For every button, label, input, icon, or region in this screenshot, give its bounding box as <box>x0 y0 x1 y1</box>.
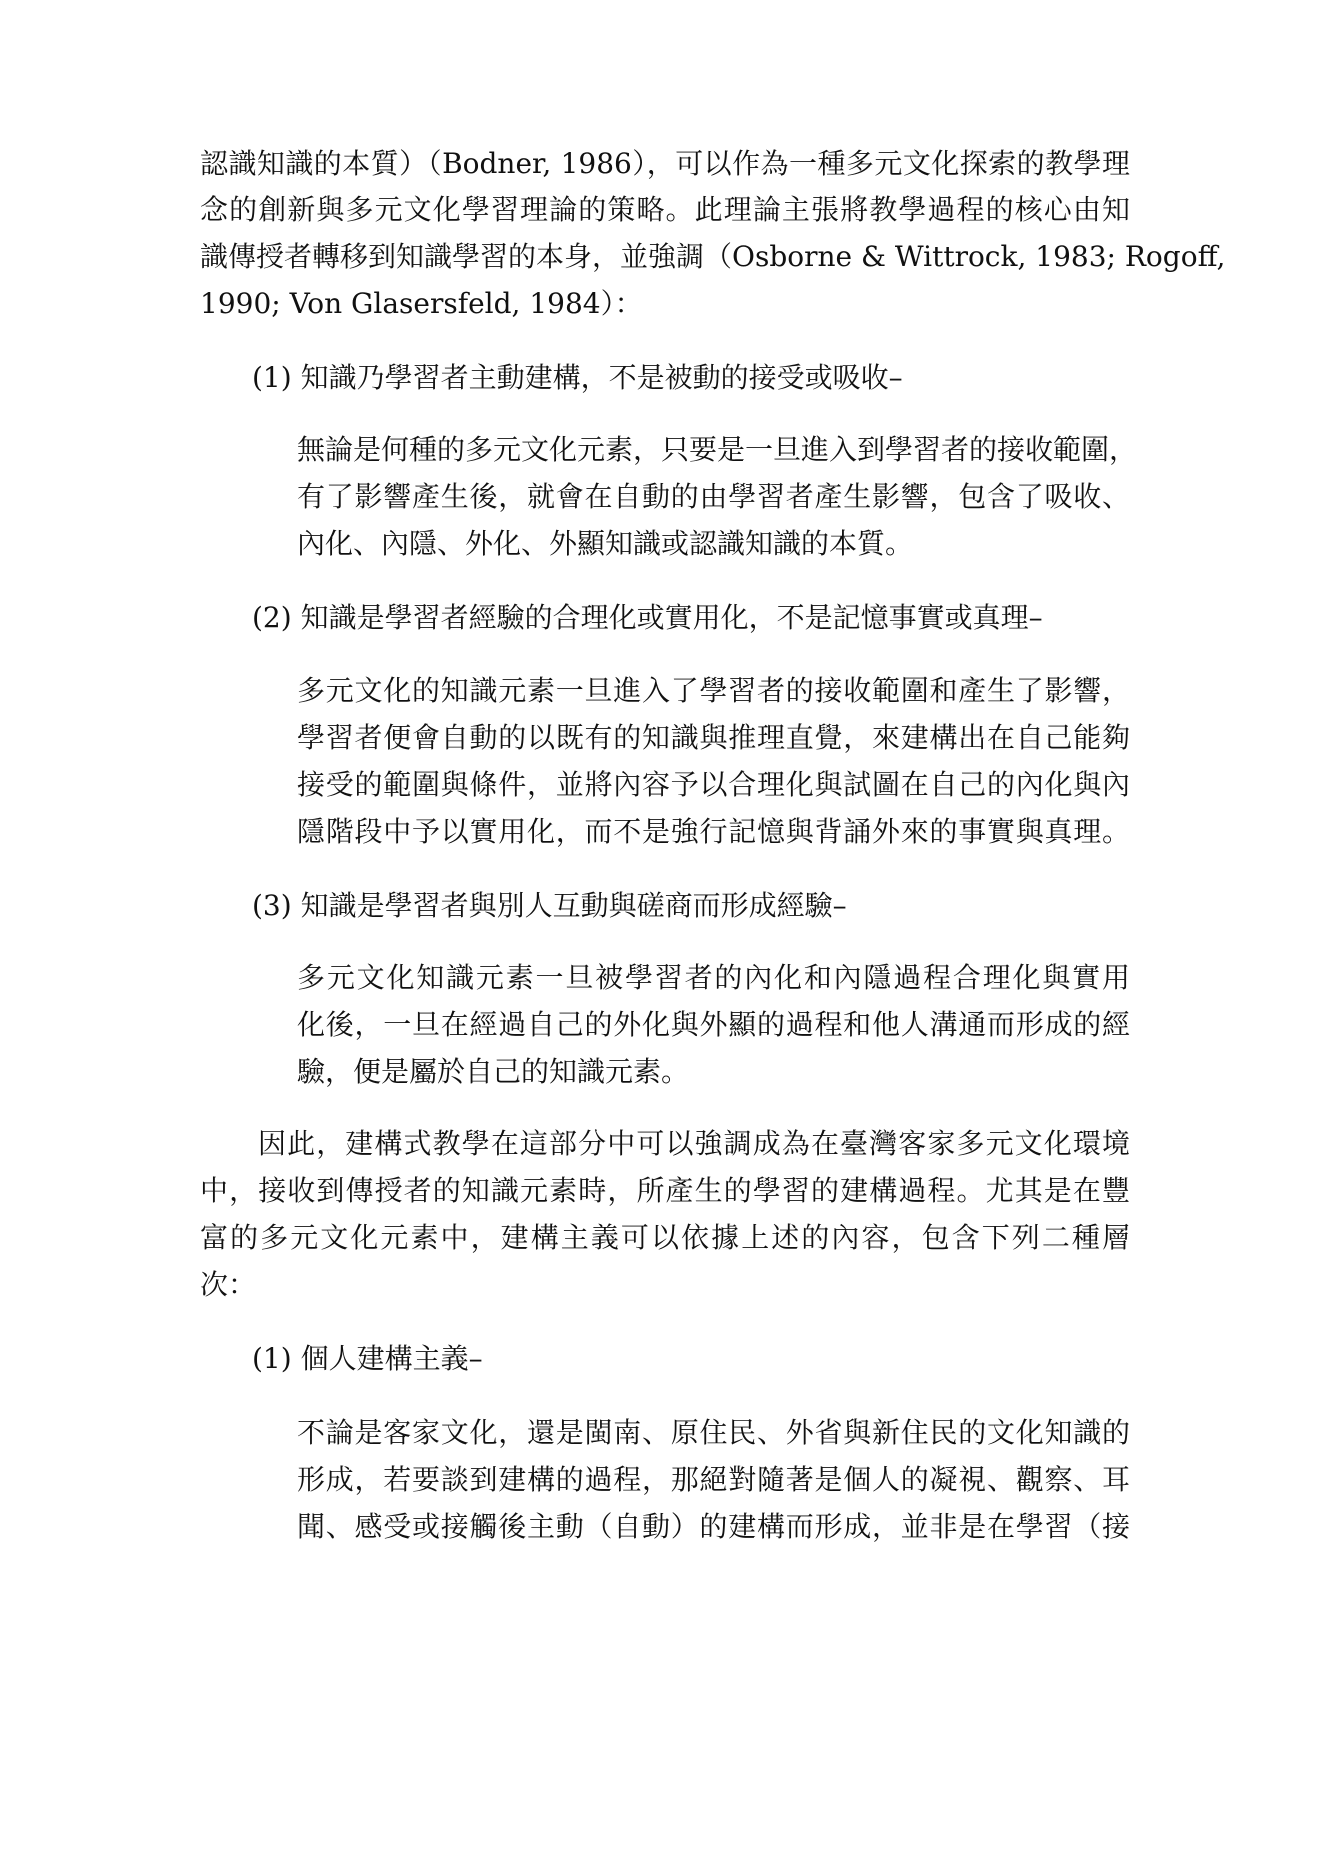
conclusion-line-3: 富的多元文化元素中，建構主義可以依據上述的內容，包含下列二種層 <box>200 1221 1130 1254</box>
item-3-heading: (3) 知識是學習者與別人互動與磋商而形成經驗– <box>252 889 847 922</box>
conclusion-line-2: 中，接收到傳授者的知識元素時，所產生的學習的建構過程。尤其是在豐 <box>200 1174 1130 1207</box>
item-3-body-line-3: 驗，便是屬於自己的知識元素。 <box>297 1055 690 1088</box>
item-2-body-line-4: 隱階段中予以實用化，而不是強行記憶與背誦外來的事實與真理。 <box>297 815 1130 848</box>
item-4-body-line-1: 不論是客家文化，還是閩南、原住民、外省與新住民的文化知識的 <box>297 1416 1130 1449</box>
item-3-body-line-1: 多元文化知識元素一旦被學習者的內化和內隱過程合理化與實用 <box>297 961 1130 994</box>
item-1-body-line-1: 無論是何種的多元文化元素，只要是一旦進入到學習者的接收範圍， <box>297 433 1138 466</box>
intro-line-3: 識傳授者轉移到知識學習的本身，並強調（Osborne & Wittrock, 1983; Rogoff, <box>200 240 1226 273</box>
item-3-body-line-2: 化後，一旦在經過自己的外化與外顯的過程和他人溝通而形成的經 <box>297 1008 1130 1041</box>
item-4-heading: (1) 個人建構主義– <box>252 1342 483 1375</box>
item-1-body-line-3: 內化、內隱、外化、外顯知識或認識知識的本質。 <box>297 527 914 560</box>
item-4-body-line-2: 形成，若要談到建構的過程，那絕對隨著是個人的凝視、觀察、耳 <box>297 1463 1130 1496</box>
item-4-body-line-3: 聞、感受或接觸後主動（自動）的建構而形成，並非是在學習（接 <box>297 1510 1130 1543</box>
intro-line-1: 認識知識的本質）（Bodner, 1986），可以作為一種多元文化探索的教學理 <box>200 147 1130 180</box>
item-2-heading: (2) 知識是學習者經驗的合理化或實用化，不是記憶事實或真理– <box>252 601 1043 634</box>
conclusion-line-1: 因此，建構式教學在這部分中可以強調成為在臺灣客家多元文化環境 <box>258 1127 1130 1160</box>
conclusion-line-4: 次： <box>200 1268 257 1301</box>
item-2-body-line-3: 接受的範圍與條件，並將內容予以合理化與試圖在自己的內化與內 <box>297 768 1130 801</box>
item-1-body-line-2: 有了影響產生後，就會在自動的由學習者產生影響，包含了吸收、 <box>297 480 1130 513</box>
item-2-body-line-1: 多元文化的知識元素一旦進入了學習者的接收範圍和產生了影響， <box>297 674 1130 707</box>
item-2-body-line-2: 學習者便會自動的以既有的知識與推理直覺，來建構出在自己能夠 <box>297 721 1130 754</box>
intro-line-4: 1990; Von Glasersfeld, 1984）： <box>200 287 643 320</box>
item-1-heading: (1) 知識乃學習者主動建構，不是被動的接受或吸收– <box>252 361 903 394</box>
intro-line-2: 念的創新與多元文化學習理論的策略。此理論主張將教學過程的核心由知 <box>200 193 1130 226</box>
